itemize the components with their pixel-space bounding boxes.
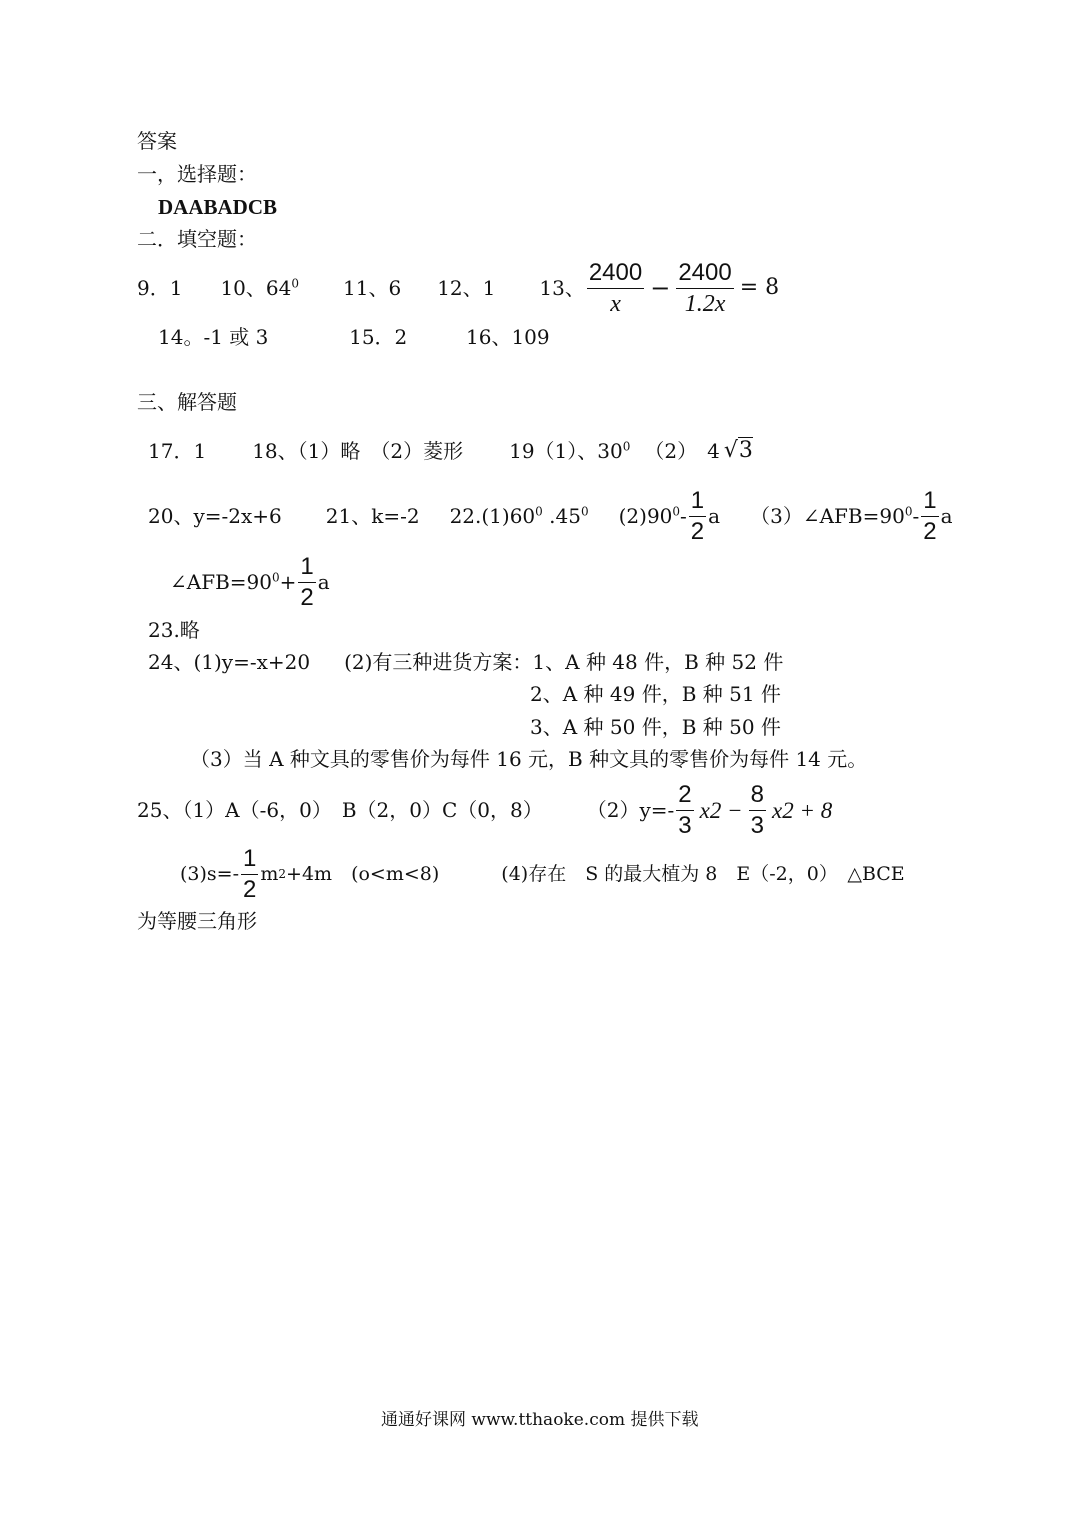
q13-rhs: = 8 [739, 275, 780, 300]
q9: 9．1 [137, 276, 183, 300]
section1-heading: 一，选择题： [137, 162, 257, 186]
footer: 通通好课网 www.tthaoke.com 提供下载 [381, 1410, 699, 1430]
q13-label: 13、 [539, 276, 585, 300]
q25-line-2: (3)s=- $\frac{1}{2}$ m 2 +4m (o<m<8) (4)存在 S 的最大植为 8 E（-2，0） △BCE [180, 844, 905, 903]
section2-heading: 二．填空题： [137, 227, 257, 251]
q18: 18、（1）略 （2）菱形 [252, 439, 464, 463]
section3-heading: 三、解答题 [137, 390, 237, 414]
q21: 21、k=-2 [325, 504, 420, 528]
half-fraction: $\frac{1}{2}$ [300, 552, 314, 611]
solve-row-1 [148, 440, 753, 462]
q16: 16、109 [466, 325, 550, 349]
q14: 14。-1 或 3 [158, 325, 269, 349]
half-fraction: $\frac{1}{2}$ [690, 486, 705, 545]
var-a: a [708, 504, 721, 528]
q10: 10、$64^0$ [220, 276, 299, 300]
choice-answers: DAABADCB [158, 195, 278, 219]
q22-part1: $22.(1)60^0$ $.45^0$ [449, 504, 589, 528]
solve-row-3 [170, 554, 330, 610]
solve-row-2 [148, 488, 953, 544]
q17: 17．1 [148, 439, 207, 463]
q24-line-4: （3）当 A 种文具的零售价为每件 16 元，B 种文具的零售价为每件 14 元。 [190, 747, 868, 771]
q24-line-1: 24、(1)y=-x+20 (2)有三种进货方案：1、A 种 48 件，B 种 52 件 [148, 650, 784, 674]
fraction-8-3: $\frac{8}{3}$ [750, 780, 764, 839]
var-a: a [317, 570, 330, 594]
q25-line-3: 为等腰三角形 [137, 909, 257, 933]
half-fraction: $\frac{1}{2}$ [243, 844, 257, 903]
q13-fraction-2: $\frac{2400}{1.2x}$ [678, 258, 732, 317]
q23: 23.略 [148, 618, 200, 642]
fill-row-2 [158, 327, 550, 347]
fraction-2-3: $\frac{2}{3}$ [678, 780, 692, 839]
q22-part2: $(2)90^0-$ [618, 504, 687, 528]
q24-line-2: 2、A 种 49 件，B 种 51 件 [530, 682, 781, 706]
title: 答案 [137, 129, 177, 153]
q15: 15．2 [349, 325, 408, 349]
q12: 12、1 [437, 276, 496, 300]
q20: 20、y=-2x+6 [148, 504, 282, 528]
q13-minus: − [650, 274, 671, 302]
q22-part3: $(3)\angle AFB=90^0-$ [750, 504, 920, 528]
var-a: a [940, 504, 953, 528]
q19: 19（1）、$30^0$ [509, 439, 631, 463]
fill-row-1 [137, 260, 779, 316]
q11: 11、6 [343, 276, 402, 300]
q24-line-3: 3、A 种 50 件，B 种 50 件 [530, 715, 781, 739]
q22-part4: $\angle AFB=90^0+$ [170, 570, 297, 594]
half-fraction: $\frac{1}{2}$ [923, 486, 937, 545]
q13-fraction-1: $\frac{2400}{x}$ [588, 258, 643, 317]
sqrt-icon: √3 [723, 438, 753, 463]
q25-line-1: 25、（1）A（-6，0） B（2，0）C（0，8） （2）y=- $\frac{2}{3}$ x2 − $\frac{8}{3}$ x2 + 8 [137, 780, 833, 839]
q19-part2: （2） 4 [644, 439, 720, 463]
